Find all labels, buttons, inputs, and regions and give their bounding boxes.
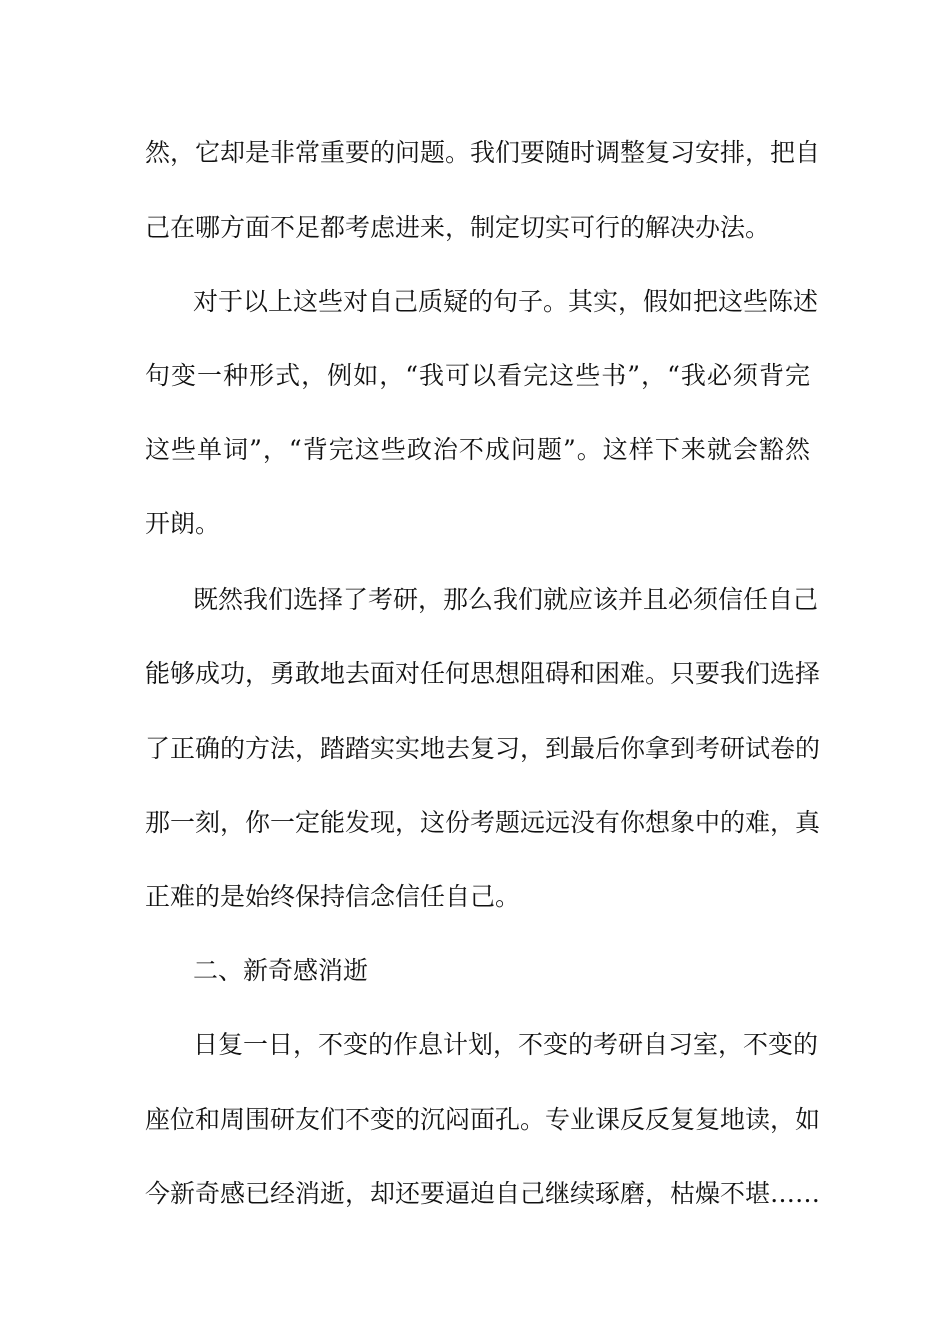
text-line: 既然我们选择了考研，那么我们就应该并且必须信任自己 (193, 585, 819, 614)
text-line: 开朗。 (145, 509, 221, 538)
text-line: 己在哪方面不足都考虑进来，制定切实可行的解决办法。 (145, 213, 771, 242)
text-line: 了正确的方法，踏踏实实地去复习，到最后你拿到考研试卷的 (145, 734, 821, 763)
section-heading: 二、新奇感消逝 (193, 956, 369, 985)
text-line: 正难的是始终保持信念信任自己。 (145, 882, 521, 911)
text-line: 这些单词”，“背完这些政治不成问题”。这样下来就会豁然 (145, 435, 810, 464)
text-line: 能够成功，勇敢地去面对任何思想阻碍和困难。只要我们选择 (145, 659, 821, 688)
text-line: 那一刻，你一定能发现，这份考题远远没有你想象中的难，真 (145, 808, 821, 837)
text-line: 然，它却是非常重要的问题。我们要随时调整复习安排，把自 (145, 138, 821, 167)
text-line: 句变一种形式，例如，“我可以看完这些书”，“我必须背完 (145, 361, 810, 390)
text-line: 今新奇感已经消逝，却还要逼迫自己继续琢磨，枯燥不堪…… (145, 1179, 821, 1208)
text-line: 日复一日，不变的作息计划，不变的考研自习室，不变的 (193, 1030, 819, 1059)
text-line: 座位和周围研友们不变的沉闷面孔。专业课反反复复地读，如 (145, 1105, 821, 1134)
text-line: 对于以上这些对自己质疑的句子。其实，假如把这些陈述 (193, 287, 819, 316)
